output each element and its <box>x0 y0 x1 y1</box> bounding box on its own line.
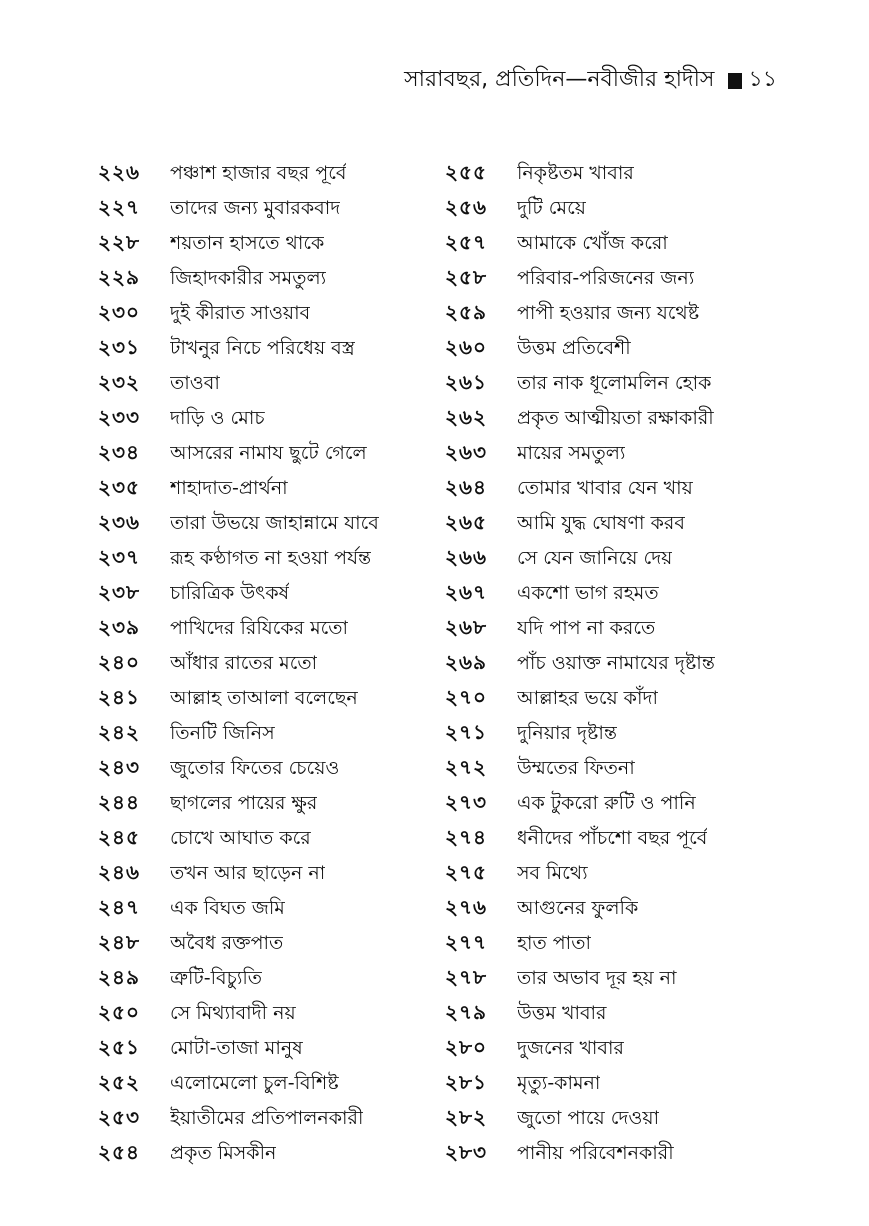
entry-number: ২৩৭ <box>98 545 141 570</box>
entry-number: ২৫৬ <box>445 195 487 220</box>
toc-entry <box>98 682 428 717</box>
entry-number: ২৭০ <box>445 685 488 710</box>
entry-title: পানীয় পরিবেশনকারী <box>517 1141 674 1164</box>
entry-number: ২৭২ <box>445 755 488 780</box>
entry-number: ২৪৩ <box>98 755 140 780</box>
entry-title: হাত পাতা <box>517 931 591 954</box>
entry-title: এক টুকরো রুটি ও পানি <box>517 791 696 814</box>
entry-number: ২৬৯ <box>445 650 487 675</box>
entry-title: জুতো পায়ে দেওয়া <box>517 1106 660 1129</box>
entry-number: ২৪৬ <box>98 860 140 885</box>
toc-entry <box>445 1032 775 1067</box>
toc-entry <box>445 1137 775 1172</box>
book-title: সারাবছর, প্রতিদিন—নবীজীর হাদীস <box>404 67 715 92</box>
entry-title: তাদের জন্য মুবারকবাদ <box>170 196 341 219</box>
entry-number: ২৪০ <box>98 650 140 675</box>
entry-number: ২৭১ <box>445 720 487 745</box>
toc-entry <box>445 1067 775 1102</box>
entry-title: এলোমেলো চুল-বিশিষ্ট <box>170 1071 339 1094</box>
toc-entry <box>98 1137 428 1172</box>
entry-title: উত্তম প্রতিবেশী <box>517 336 631 359</box>
toc-entry <box>98 962 428 997</box>
entry-title: নিকৃষ্টতম খাবার <box>517 161 634 184</box>
toc-entry <box>98 227 428 262</box>
entry-number: ২৪৯ <box>98 965 140 990</box>
entry-number: ২৩১ <box>98 335 140 360</box>
entry-number: ২৫৩ <box>98 1105 140 1130</box>
entry-number: ২৪১ <box>98 685 140 710</box>
entry-number: ২৭৭ <box>445 930 488 955</box>
toc-entry <box>445 857 775 892</box>
toc-entry <box>98 297 428 332</box>
entry-number: ২৩৩ <box>98 405 141 430</box>
entry-title: উম্মতের ফিতনা <box>517 756 635 779</box>
entry-number: ২৫৭ <box>445 230 487 255</box>
entry-number: ২৮৩ <box>445 1140 487 1165</box>
entry-number: ২৩৮ <box>98 580 140 605</box>
toc-entry <box>445 157 775 192</box>
entry-number: ২৮০ <box>445 1035 487 1060</box>
entry-title: জিহাদকারীর সমতুল্য <box>170 266 327 289</box>
toc-entry <box>445 332 775 367</box>
entry-number: ২৫৮ <box>445 265 487 290</box>
toc-entry <box>98 1032 428 1067</box>
entry-title: চোখে আঘাত করে <box>170 826 311 849</box>
entry-title: পাখিদের রিযিকের মতো <box>170 616 349 639</box>
toc-entry <box>445 717 775 752</box>
entry-number: ২৬৩ <box>445 440 488 465</box>
entry-number: ২৩২ <box>98 370 141 395</box>
toc-entry <box>98 1102 428 1137</box>
entry-title: মায়ের সমতুল্য <box>517 441 626 464</box>
entry-title: তার অভাব দূর হয় না <box>517 966 677 989</box>
entry-title: আল্লাহর ভয়ে কাঁদা <box>517 686 658 709</box>
toc-column-left <box>98 157 428 1172</box>
toc-entry <box>445 227 775 262</box>
entry-title: আগুনের ফুলকি <box>517 896 639 919</box>
toc-column-right <box>445 157 775 1172</box>
entry-number: ২৬৫ <box>445 510 487 535</box>
page-number: ১১ <box>748 67 777 92</box>
entry-number: ২৪৪ <box>98 790 140 815</box>
entry-number: ২৭৩ <box>445 790 488 815</box>
entry-title: টাখনুর নিচে পরিধেয় বস্ত্র <box>170 336 355 359</box>
toc-entry <box>445 927 775 962</box>
entry-title: রূহ কণ্ঠাগত না হওয়া পর্যন্ত <box>170 546 372 569</box>
toc-entry <box>445 297 775 332</box>
toc-entry <box>98 752 428 787</box>
toc-entry <box>445 262 775 297</box>
toc-entry <box>445 612 775 647</box>
toc-entry <box>98 332 428 367</box>
entry-title: তাওবা <box>170 371 220 394</box>
entry-number: ২৭৬ <box>445 895 488 920</box>
entry-title: সে মিথ্যাবাদী নয় <box>170 1001 296 1024</box>
entry-title: দুজনের খাবার <box>517 1036 624 1059</box>
entry-title: ধনীদের পাঁচশো বছর পূর্বে <box>517 826 708 849</box>
toc-entry <box>445 542 775 577</box>
entry-title: শয়তান হাসতে থাকে <box>170 231 325 254</box>
toc-entry <box>445 647 775 682</box>
entry-title: প্রকৃত মিসকীন <box>170 1141 277 1164</box>
entry-title: জুতোর ফিতের চেয়েও <box>170 756 340 779</box>
entry-number: ২৩৫ <box>98 475 140 500</box>
entry-number: ২৫৪ <box>98 1140 140 1165</box>
toc-entry <box>445 892 775 927</box>
toc-entry <box>445 472 775 507</box>
entry-title: তার নাক ধূলোমলিন হোক <box>517 371 712 394</box>
entry-title: ইয়াতীমের প্রতিপালনকারী <box>170 1106 364 1129</box>
entry-number: ২৭৯ <box>445 1000 487 1025</box>
entry-number: ২৪৫ <box>98 825 140 850</box>
entry-number: ২৫১ <box>98 1035 140 1060</box>
entry-number: ২৪২ <box>98 720 140 745</box>
entry-number: ২৬৭ <box>445 580 488 605</box>
entry-number: ২২৬ <box>98 160 141 184</box>
toc-entry <box>98 927 428 962</box>
toc-entry <box>445 507 775 542</box>
entry-title: আসরের নামায ছুটে গেলে <box>170 441 367 464</box>
entry-title: পাপী হওয়ার জন্য যথেষ্ট <box>517 301 700 324</box>
entry-number: ২৫০ <box>98 1000 140 1025</box>
toc-entry <box>98 437 428 472</box>
entry-title: এক বিঘত জমি <box>170 896 285 919</box>
entry-title: সে যেন জানিয়ে দেয় <box>517 546 673 569</box>
entry-number: ২৬১ <box>445 370 487 395</box>
entry-number: ২৭৪ <box>445 825 487 850</box>
toc-entry <box>445 1102 775 1137</box>
toc-entry <box>98 787 428 822</box>
entry-number: ২৭৫ <box>445 860 487 885</box>
entry-title: মোটা-তাজা মানুষ <box>170 1036 303 1059</box>
entry-number: ২৮২ <box>445 1105 487 1130</box>
entry-number: ২৫৯ <box>445 300 487 325</box>
toc-entry <box>98 717 428 752</box>
toc-entry <box>98 367 428 402</box>
entry-number: ২৩৯ <box>98 615 140 640</box>
toc-entry <box>98 507 428 542</box>
toc-entry <box>98 577 428 612</box>
entry-title: আমি যুদ্ধ ঘোষণা করব <box>517 511 685 534</box>
entry-number: ২৬৮ <box>445 615 487 640</box>
square-bullet-icon <box>728 73 742 89</box>
toc-entry <box>98 192 428 227</box>
entry-title: মৃত্যু-কামনা <box>517 1071 601 1094</box>
toc-entry <box>445 437 775 472</box>
entry-title: দুনিয়ার দৃষ্টান্ত <box>517 721 617 744</box>
toc-entry <box>98 542 428 577</box>
toc-entry <box>98 822 428 857</box>
toc-entry <box>445 752 775 787</box>
entry-title: যদি পাপ না করতে <box>517 616 656 639</box>
toc-entry <box>98 647 428 682</box>
entry-number: ২৬৬ <box>445 545 488 570</box>
toc-entry <box>445 402 775 437</box>
entry-number: ২৭৮ <box>445 965 487 990</box>
entry-title: দুই কীরাত সাওয়াব <box>170 301 311 324</box>
entry-number: ২৩৬ <box>98 510 141 535</box>
entry-title: উত্তম খাবার <box>517 1001 607 1024</box>
entry-title: চারিত্রিক উৎকর্ষ <box>170 581 290 604</box>
toc-entry <box>98 472 428 507</box>
entry-title: পাঁচ ওয়াক্ত নামাযের দৃষ্টান্ত <box>517 651 715 674</box>
toc-entry <box>98 997 428 1032</box>
entry-title: অবৈধ রক্তপাত <box>170 931 284 954</box>
entry-title: প্রকৃত আত্মীয়তা রক্ষাকারী <box>517 406 714 429</box>
entry-number: ২২৮ <box>98 230 140 255</box>
entry-title: আল্লাহ তাআলা বলেছেন <box>170 686 358 709</box>
entry-number: ২২৯ <box>98 265 140 290</box>
toc-entry <box>98 1067 428 1102</box>
toc-entry <box>445 192 775 227</box>
entry-title: তোমার খাবার যেন খায় <box>517 476 693 499</box>
entry-number: ২৫৫ <box>445 160 487 184</box>
toc-entry <box>98 402 428 437</box>
toc-entry <box>445 787 775 822</box>
entry-number: ২৬০ <box>445 335 488 360</box>
entry-number: ২৩৪ <box>98 440 140 465</box>
toc-entry <box>445 682 775 717</box>
entry-title: আঁধার রাতের মতো <box>170 651 318 674</box>
entry-title: পরিবার-পরিজনের জন্য <box>517 266 695 289</box>
entry-title: ত্রুটি-বিচ্যুতি <box>170 966 263 989</box>
entry-title: তখন আর ছাড়েন না <box>170 861 326 884</box>
entry-title: দাড়ি ও মোচ <box>170 406 265 429</box>
running-header <box>404 62 777 99</box>
toc-entry <box>98 857 428 892</box>
toc-entry <box>445 997 775 1032</box>
entry-number: ২৪৭ <box>98 895 140 920</box>
entry-number: ২৪৮ <box>98 930 140 955</box>
toc-entry <box>445 822 775 857</box>
entry-title: দুটি মেয়ে <box>517 196 586 219</box>
entry-title: পঞ্চাশ হাজার বছর পূর্বে <box>170 161 347 184</box>
entry-title: শাহাদাত-প্রার্থনা <box>170 476 288 499</box>
entry-title: তিনটি জিনিস <box>170 721 275 744</box>
entry-number: ২৫২ <box>98 1070 140 1095</box>
entry-title: তারা উভয়ে জাহান্নামে যাবে <box>170 511 379 534</box>
entry-title: ছাগলের পায়ের ক্ষুর <box>170 791 318 814</box>
entry-title: সব মিথ্যে <box>517 861 588 884</box>
entry-number: ২২৭ <box>98 195 141 220</box>
entry-number: ২৬২ <box>445 405 488 430</box>
toc-entry <box>98 262 428 297</box>
entry-number: ২৬৪ <box>445 475 487 500</box>
toc-entry <box>98 157 428 192</box>
toc-entry <box>98 892 428 927</box>
entry-title: আমাকে খোঁজ করো <box>517 231 668 254</box>
toc-entry <box>445 577 775 612</box>
entry-number: ২৩০ <box>98 300 141 325</box>
toc-entry <box>445 367 775 402</box>
entry-number: ২৮১ <box>445 1070 487 1095</box>
toc-entry <box>98 612 428 647</box>
toc-entry <box>445 962 775 997</box>
entry-title: একশো ভাগ রহমত <box>517 581 659 604</box>
